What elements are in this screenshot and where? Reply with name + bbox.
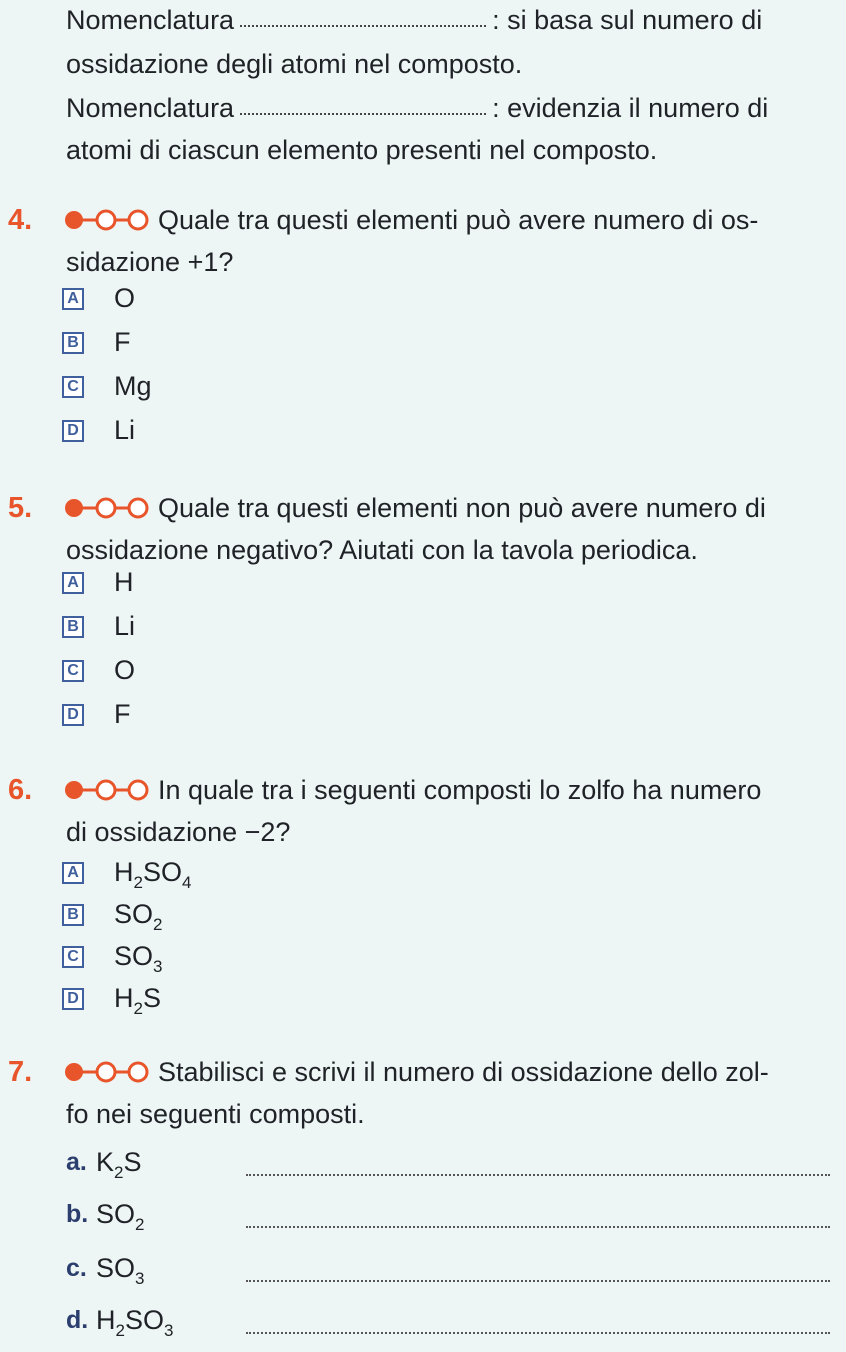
- difficulty-dots-icon: [62, 207, 150, 233]
- question-5-text-cont: ossidazione negativo? Aiutati con la tavola periodica.: [66, 535, 698, 565]
- answer-line-d[interactable]: [246, 1332, 830, 1334]
- option-letter-box[interactable]: D: [62, 704, 84, 726]
- fill-blank-1[interactable]: [240, 25, 486, 27]
- question-7-text-cont: fo nei seguenti composti.: [66, 1099, 365, 1129]
- difficulty-dots-icon: [62, 777, 150, 803]
- intro-line-2: ossidazione degli atomi nel composto.: [66, 49, 523, 79]
- fill-blank-2[interactable]: [240, 113, 486, 115]
- question-6-number: 6.: [8, 774, 33, 806]
- formula: $SO_3$: [96, 1253, 145, 1288]
- option-text: Li: [114, 415, 136, 445]
- item-label: b.: [66, 1200, 89, 1228]
- question-5-number: 5.: [8, 492, 33, 524]
- option-text: H: [114, 567, 134, 597]
- intro-line-3: [66, 88, 826, 128]
- intro-line-4: atomi di ciascun elemento presenti nel composto.: [66, 135, 658, 165]
- formula: $H_2SO_3$: [96, 1305, 174, 1340]
- option-text: O: [114, 283, 136, 313]
- question-6-text-cont: di ossidazione −2?: [66, 817, 291, 847]
- answer-line-b[interactable]: [246, 1226, 830, 1228]
- formula: $H_2S$: [114, 983, 161, 1018]
- option-text: F: [114, 699, 131, 729]
- option-letter-box[interactable]: A: [62, 572, 84, 594]
- difficulty-dots-icon: [62, 495, 150, 521]
- formula: $SO_3$: [114, 941, 163, 976]
- intro-text: : si basa sul numero di: [492, 5, 763, 35]
- option-letter-box[interactable]: B: [62, 332, 84, 354]
- formula: $K_2S$: [96, 1147, 142, 1182]
- intro-line-1: [66, 0, 826, 40]
- answer-line-a[interactable]: [246, 1174, 830, 1176]
- item-label: c.: [66, 1254, 87, 1282]
- formula: $H_2SO_4$: [114, 857, 192, 892]
- option-letter-box[interactable]: B: [62, 904, 84, 926]
- intro-label: Nomenclatura: [66, 5, 235, 35]
- question-7-number: 7.: [8, 1056, 33, 1088]
- option-letter-box[interactable]: D: [62, 988, 84, 1010]
- question-4-text: Quale tra questi elementi può avere numero di os-: [158, 205, 759, 235]
- difficulty-dots-icon: [62, 1059, 150, 1085]
- option-letter-box[interactable]: C: [62, 660, 84, 682]
- option-letter-box[interactable]: B: [62, 616, 84, 638]
- item-label: d.: [66, 1306, 89, 1334]
- question-6-text: In quale tra i seguenti composti lo zolfo ha numero: [158, 775, 762, 805]
- option-text: Li: [114, 611, 136, 641]
- option-letter-box[interactable]: D: [62, 420, 84, 442]
- question-5-text: Quale tra questi elementi non può avere numero di: [158, 493, 766, 523]
- question-7-text: Stabilisci e scrivi il numero di ossidazione dello zol-: [158, 1057, 769, 1087]
- formula: $SO_2$: [114, 899, 163, 934]
- option-letter-box[interactable]: C: [62, 946, 84, 968]
- question-4-number: 4.: [8, 204, 33, 236]
- option-letter-box[interactable]: A: [62, 862, 84, 884]
- question-4-text-cont: sidazione +1?: [66, 247, 234, 277]
- option-text: F: [114, 327, 131, 357]
- item-label: a.: [66, 1148, 87, 1176]
- option-text: Mg: [114, 371, 152, 401]
- answer-line-c[interactable]: [246, 1280, 830, 1282]
- intro-text: : evidenzia il numero di: [492, 93, 769, 123]
- option-text: O: [114, 655, 136, 685]
- option-letter-box[interactable]: A: [62, 288, 84, 310]
- option-letter-box[interactable]: C: [62, 376, 84, 398]
- intro-label: Nomenclatura: [66, 93, 235, 123]
- formula: $SO_2$: [96, 1199, 145, 1234]
